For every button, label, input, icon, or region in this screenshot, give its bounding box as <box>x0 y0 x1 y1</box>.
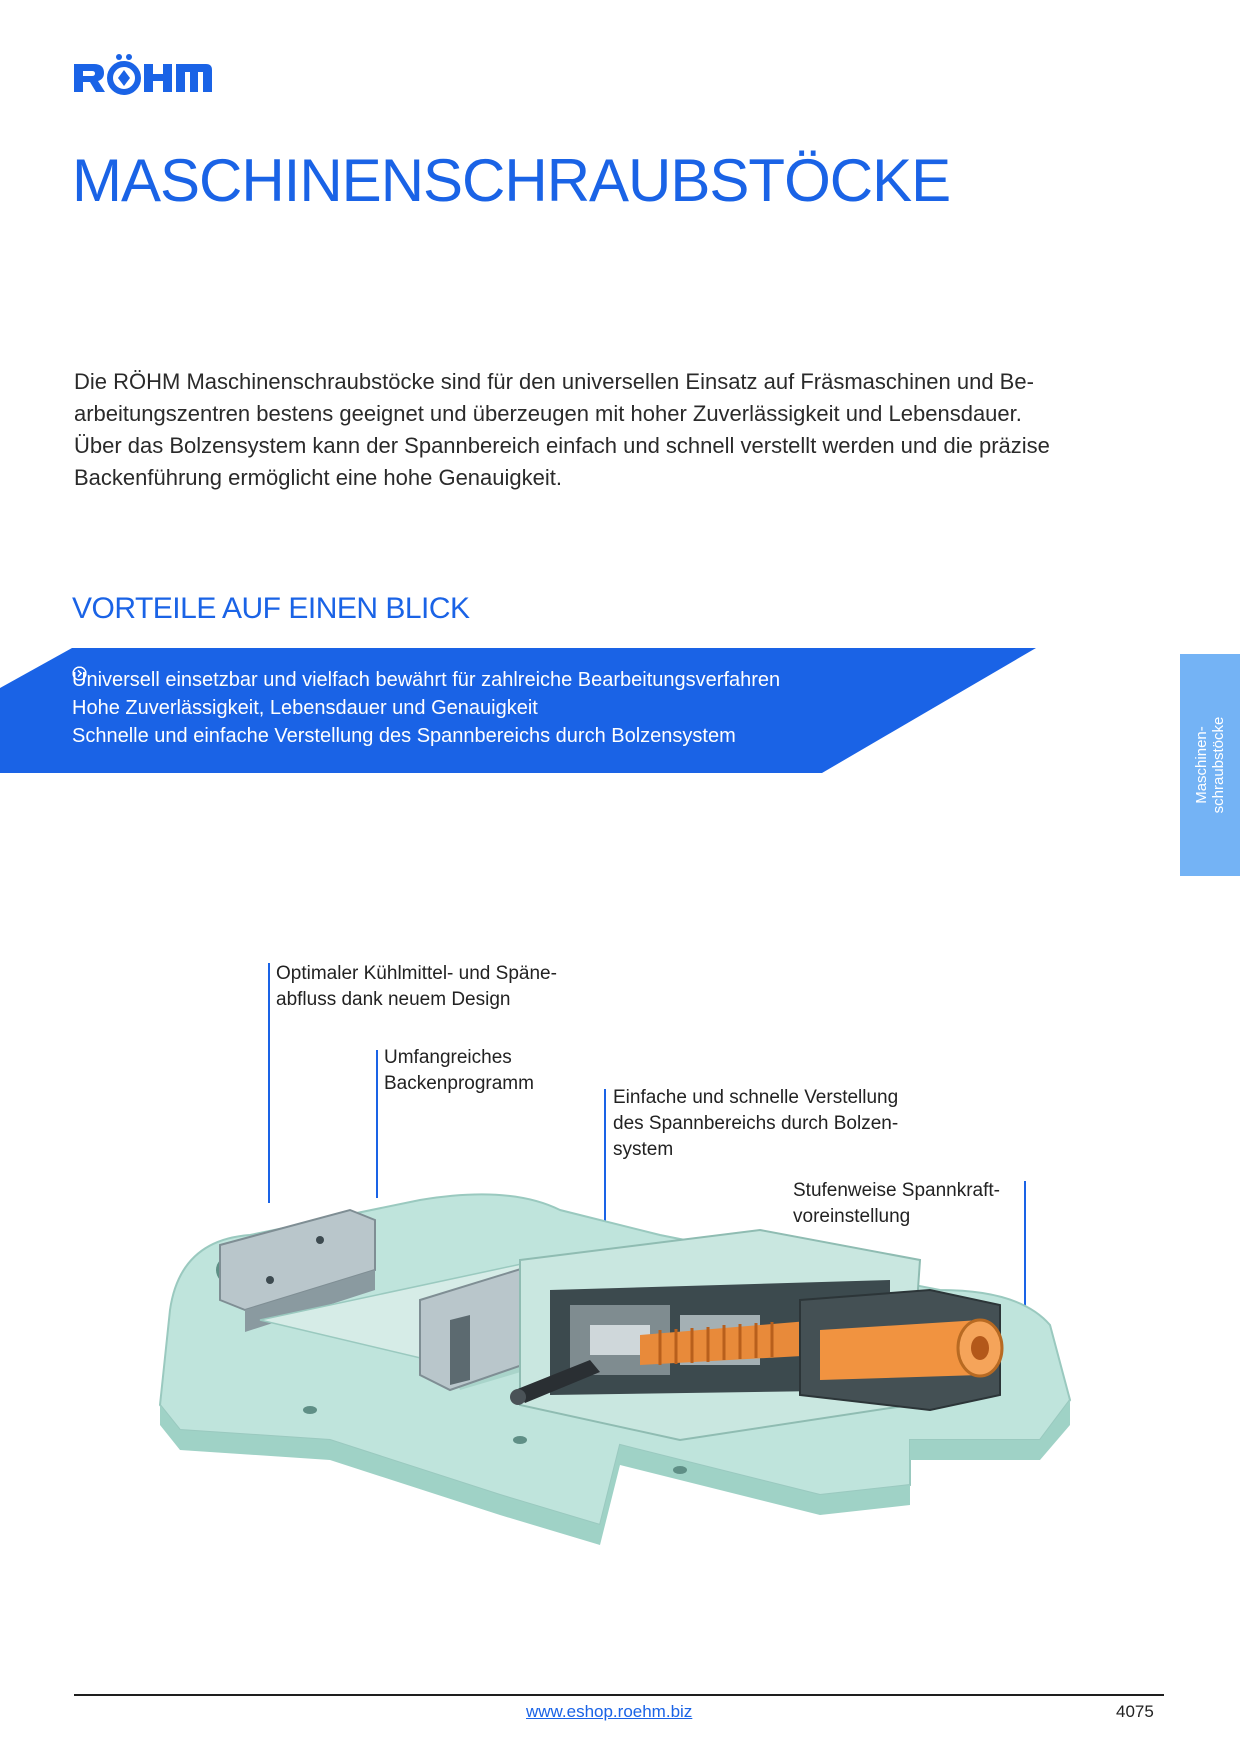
machine-vise-image <box>120 1140 1100 1570</box>
page-title: MASCHINENSCHRAUBSTÖCKE <box>72 147 951 214</box>
machine-vise-illustration <box>120 1140 1100 1575</box>
circled-arrow-right-icon <box>72 666 87 681</box>
callout-jaw-program: Umfangreiches Backenprogramm <box>384 1047 534 1094</box>
page-number: 4075 <box>1116 1702 1154 1721</box>
roehm-logo-icon <box>72 54 212 96</box>
advantage-text: Universell einsetzbar und vielfach bewährt für zahlreiche Bearbeitungsverfahren <box>72 668 781 691</box>
advantages-banner <box>0 648 1036 773</box>
advantages-heading: VORTEILE AUF EINEN BLICK <box>72 592 470 625</box>
footer-divider <box>74 1694 1164 1696</box>
advantages-list <box>72 666 780 750</box>
list-item <box>72 666 780 694</box>
callout-coolant-flow: Optimaler Kühlmittel- und Späne- abfluss dank neuem Design <box>276 963 557 1010</box>
intro-paragraph: Die RÖHM Maschinenschraubstöcke sind für den universellen Einsatz auf Fräsmaschinen und Be- arbeitungszentren bestens geeignet und überzeugen mit hoher Zuverlässigkeit und Lebensdauer. Über das Bolzensystem kann der Spannbereich einfach und schnell verstellt werden und die präzise Backenführung ermöglicht eine hohe Genauigkeit. <box>74 369 1050 490</box>
side-tab-label: Maschinen- schraubstöcke <box>1193 716 1227 814</box>
section-side-tab[interactable] <box>1180 654 1240 876</box>
callout-clamping-force: Stufenweise Spannkraft- voreinstellung <box>793 1180 1001 1227</box>
callout-bolt-system: Einfache und schnelle Verstellung des Spannbereichs durch Bolzen- system <box>613 1087 899 1160</box>
footer-shop-link[interactable]: www.eshop.roehm.biz <box>526 1702 693 1721</box>
advantage-text: Hohe Zuverlässigkeit, Lebensdauer und Genauigkeit <box>72 696 538 719</box>
list-item <box>72 694 780 722</box>
advantage-text: Schnelle und einfache Verstellung des Spannbereichs durch Bolzensystem <box>72 724 736 747</box>
list-item <box>72 722 780 750</box>
roehm-logo <box>72 54 212 96</box>
